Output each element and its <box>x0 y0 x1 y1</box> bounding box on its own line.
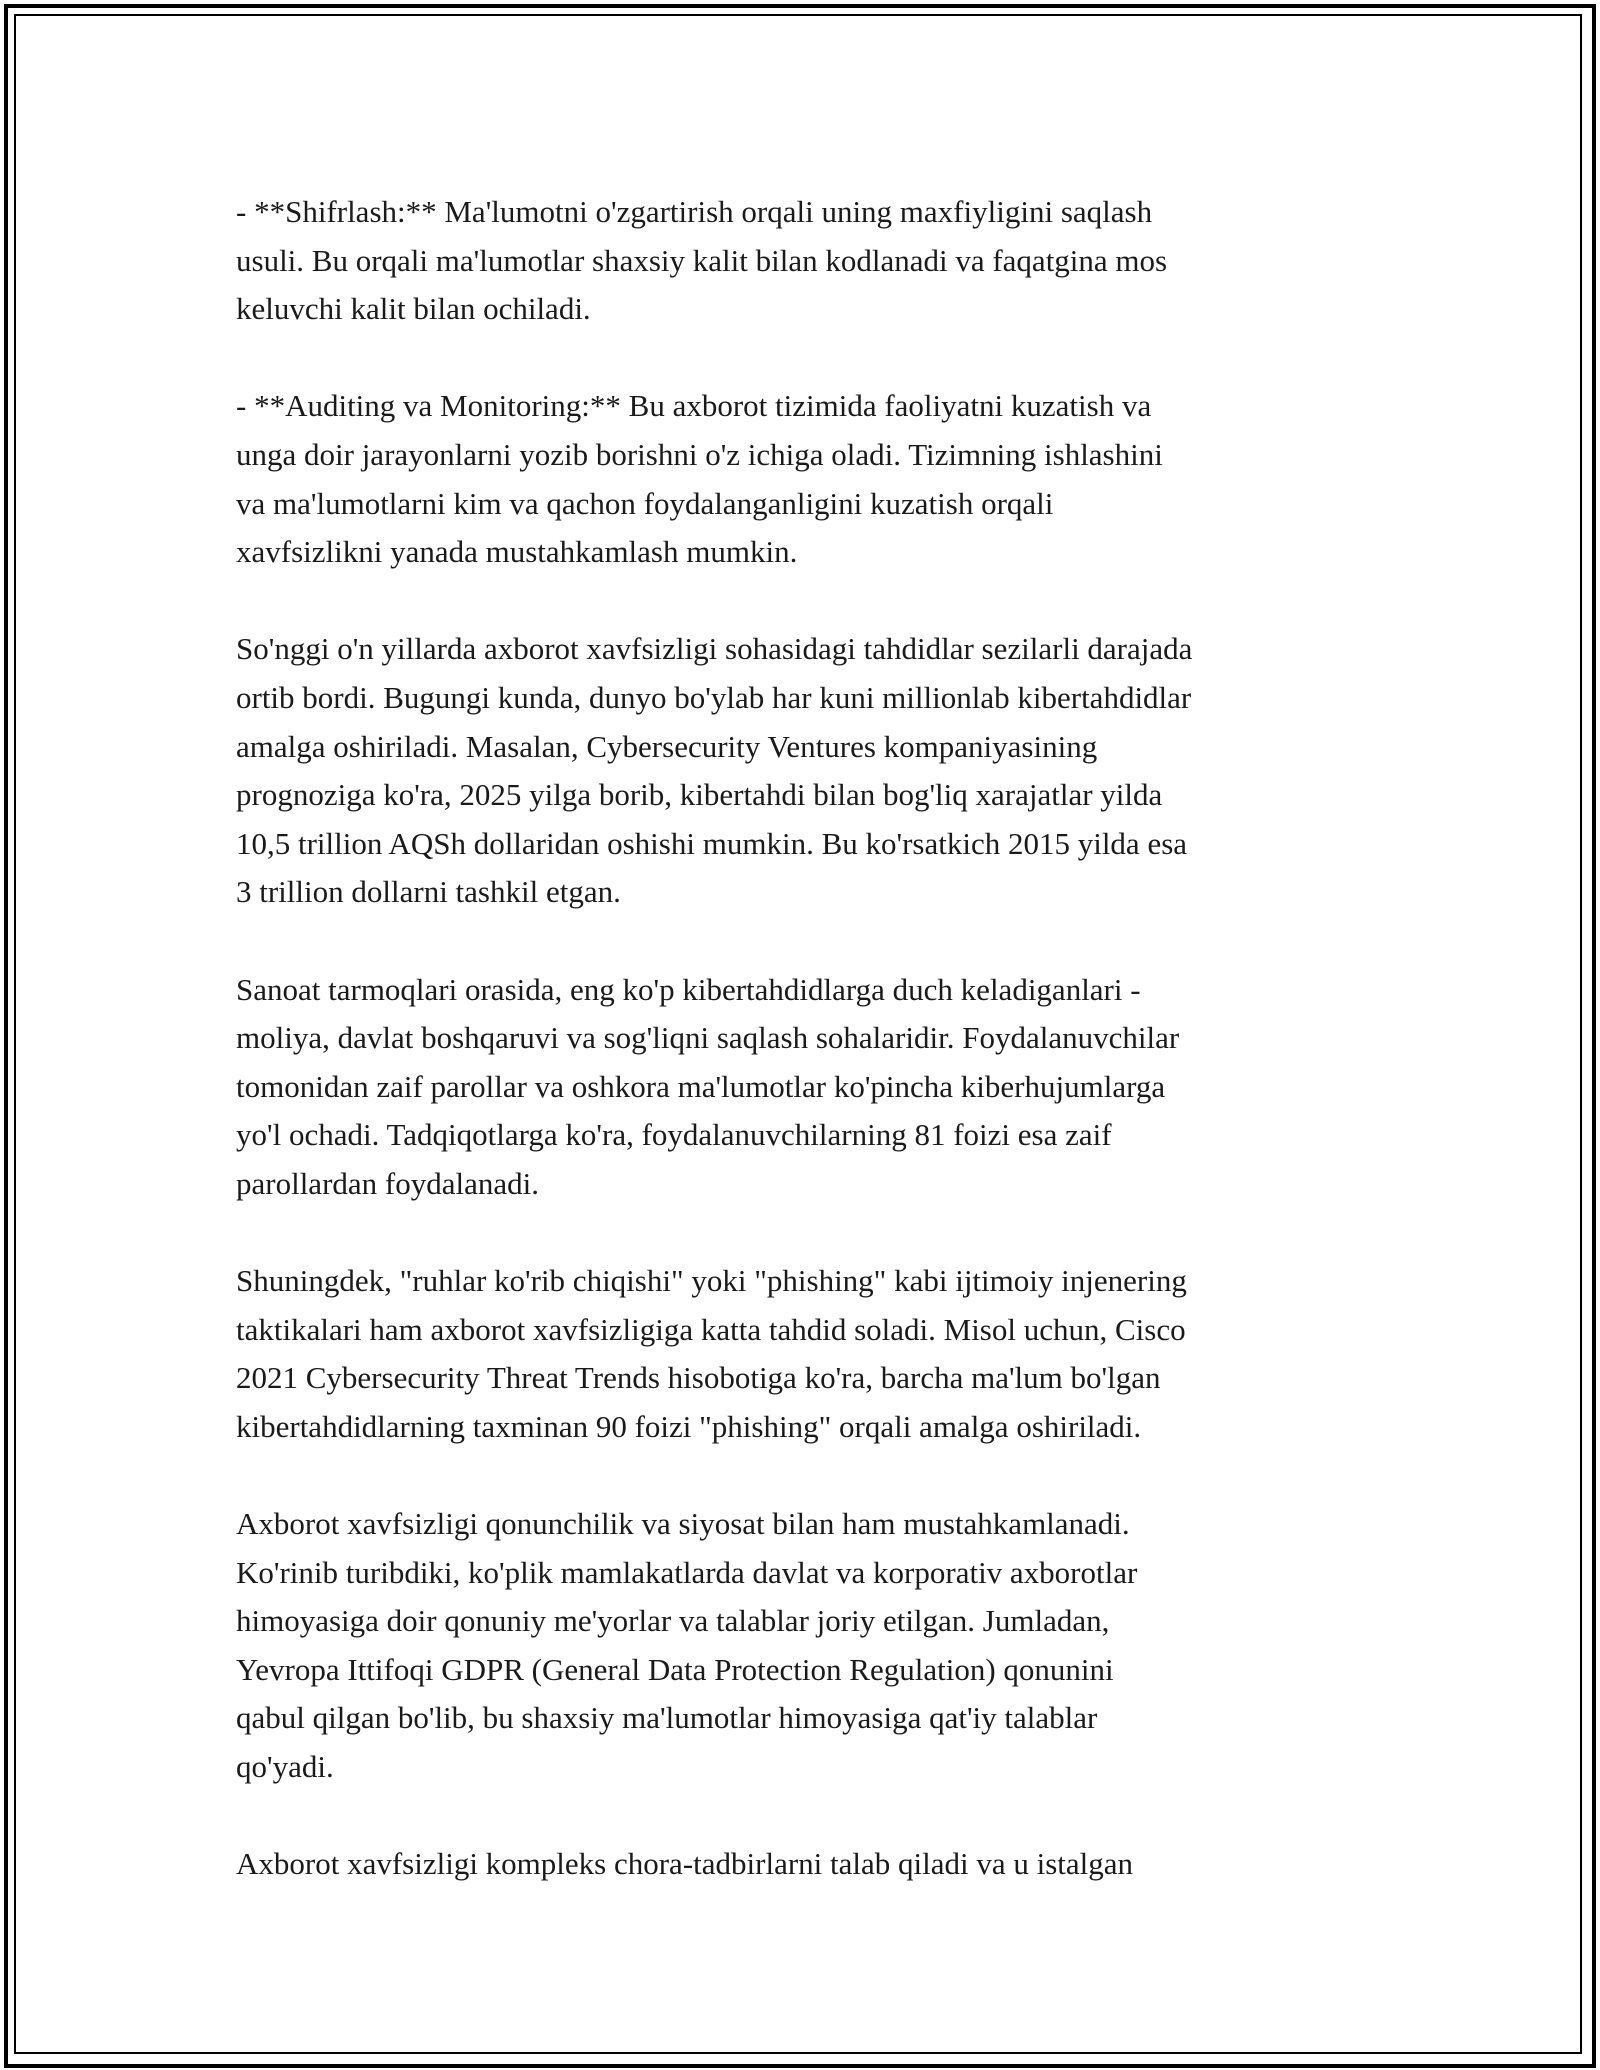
text-line: amalga oshiriladi. Masalan, Cybersecurity Ventures kompaniyasining <box>236 728 1098 764</box>
document-body <box>236 188 1396 1937</box>
paragraph-threats <box>236 625 1396 917</box>
text-line: himoyasiga doir qonuniy me'yorlar va talablar joriy etilgan. Jumladan, <box>236 1603 1110 1639</box>
text-line: taktikalari ham axborot xavfsizligiga katta tahdid soladi. Misol uchun, Cisco <box>236 1311 1186 1347</box>
text-line: kibertahdidlarning taxminan 90 foizi "phishing" orqali amalga oshiriladi. <box>236 1408 1142 1444</box>
text-line: unga doir jarayonlarni yozib borishni o'z ichiga oladi. Tizimning ishlashini <box>236 436 1163 472</box>
text-line: Yevropa Ittifoqi GDPR (General Data Protection Regulation) qonunini <box>236 1651 1114 1687</box>
text-line: - **Shifrlash:** Ma'lumotni o'zgartirish orqali uning maxfiyligini saqlash <box>236 194 1153 229</box>
text-line: 2021 Cybersecurity Threat Trends hisobotiga ko'ra, barcha ma'lum bo'lgan <box>236 1360 1161 1396</box>
text-line: qabul qilgan bo'lib, bu shaxsiy ma'lumotlar himoyasiga qat'iy talablar <box>236 1700 1098 1736</box>
paragraph-legislation <box>236 1500 1396 1792</box>
text-line: usuli. Bu orqali ma'lumotlar shaxsiy kalit bilan kodlanadi va faqatgina mos <box>236 242 1168 278</box>
text-line: yo'l ochadi. Tadqiqotlarga ko'ra, foydalanuvchilarning 81 foizi esa zaif <box>236 1117 1112 1153</box>
text-line: 3 trillion dollarni tashkil etgan. <box>236 874 621 910</box>
text-line: Axborot xavfsizligi qonunchilik va siyosat bilan ham mustahkamlanadi. <box>236 1506 1130 1542</box>
text-line: - **Auditing va Monitoring:** Bu axborot tizimida faoliyatni kuzatish va <box>236 388 1152 424</box>
text-line: parollardan foydalanadi. <box>236 1165 539 1201</box>
text-line: keluvchi kalit bilan ochiladi. <box>236 291 591 327</box>
paragraph-shifrlash <box>236 188 1396 334</box>
text-line: prognoziga ko'ra, 2025 yilga borib, kibertahdi bilan bog'liq xarajatlar yilda <box>236 777 1163 813</box>
text-line: xavfsizlikni yanada mustahkamlash mumkin. <box>236 534 798 570</box>
text-line: moliya, davlat boshqaruvi va sog'liqni saqlash sohalaridir. Foydalanuvchilar <box>236 1020 1180 1056</box>
text-line: 10,5 trillion AQSh dollaridan oshishi mumkin. Bu ko'rsatkich 2015 yilda esa <box>236 825 1188 861</box>
paragraph-auditing <box>236 382 1396 576</box>
text-line: tomonidan zaif parollar va oshkora ma'lumotlar ko'pincha kiberhujumlarga <box>236 1068 1166 1104</box>
text-line: qo'yadi. <box>236 1749 334 1784</box>
paragraph-industries <box>236 966 1396 1209</box>
text-line: Axborot xavfsizligi kompleks chora-tadbirlarni talab qiladi va u istalgan <box>236 1846 1134 1882</box>
text-line: Shuningdek, "ruhlar ko'rib chiqishi" yoki "phishing" kabi ijtimoiy injenering <box>236 1263 1187 1299</box>
text-line: Sanoat tarmoqlari orasida, eng ko'p kibertahdidlarga duch keladiganlari - <box>236 971 1141 1007</box>
text-line: ortib bordi. Bugungi kunda, dunyo bo'ylab har kuni millionlab kibertahdidlar <box>236 679 1192 715</box>
paragraph-complex-measures <box>236 1840 1396 1889</box>
text-line: Ko'rinib turibdiki, ko'plik mamlakatlarda davlat va korporativ axborotlar <box>236 1554 1138 1590</box>
text-line: va ma'lumotlarni kim va qachon foydalanganligini kuzatish orqali <box>236 485 1054 521</box>
paragraph-phishing <box>236 1257 1396 1451</box>
text-line: So'nggi o'n yillarda axborot xavfsizligi sohasidagi tahdidlar sezilarli darajada <box>236 631 1193 667</box>
